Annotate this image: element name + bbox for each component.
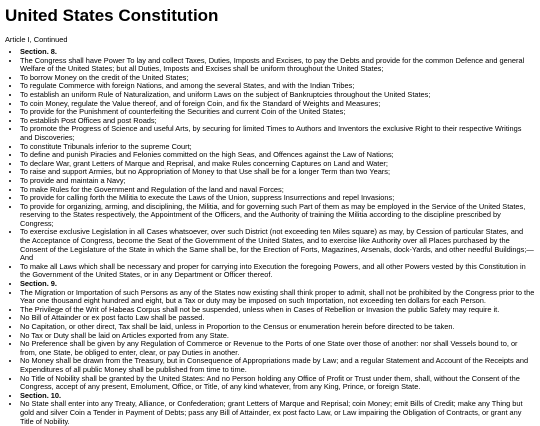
list-item: • To make Rules for the Government and Regulation of the land and naval Forces;	[20, 186, 535, 195]
list-item: • No Bill of Attainder or ex post facto Law shall be passed.	[20, 314, 535, 323]
list-item: • To make all Laws which shall be necessary and proper for carrying into Execution the foregoing Powers, and all other Powers vested by this Constitution in the Government of the United States, or in any Department or Officer thereof.	[20, 263, 535, 280]
list-item: • To declare War, grant Letters of Marque and Reprisal, and make Rules concerning Captures on Land and Water;	[20, 160, 535, 169]
list-item: • The Privilege of the Writ of Habeas Corpus shall not be suspended, unless when in Cases of Rebellion or Invasion the public Safety may require it.	[20, 306, 535, 315]
list-item: • To provide for the Punishment of counterfeiting the Securities and current Coin of the United States;	[20, 108, 535, 117]
list-item: • The Migration or Importation of such Persons as any of the States now existing shall think proper to admit, shall not be prohibited by the Congress prior to the Year one thousand eight hundred and eight, but a Tax or duty may be imposed on such Importation, not exceeding ten dollars for each Person.	[20, 289, 535, 306]
list-item: • To regulate Commerce with foreign Nations, and among the several States, and with the Indian Tribes;	[20, 82, 535, 91]
list-item: • To define and punish Piracies and Felonies committed on the high Seas, and Offences against the Law of Nations;	[20, 151, 535, 160]
list-item: • To raise and support Armies, but no Appropriation of Money to that Use shall be for a longer Term than two Years;	[20, 168, 535, 177]
section-heading: • Section. 9.	[20, 280, 535, 289]
list-item: • No Capitation, or other direct, Tax shall be laid, unless in Proportion to the Census or enumeration herein before directed to be taken.	[20, 323, 535, 332]
page-subtitle: Article I, Continued	[5, 35, 68, 44]
list-item: • The Congress shall have Power To lay and collect Taxes, Duties, Imposts and Excises, to pay the Debts and provide for the common Defence and general Welfare of the United States; but all Duties, Imposts and Excises shall be uniform throughout the United States;	[20, 57, 535, 74]
clause-list	[5, 48, 535, 426]
list-item: • To coin Money, regulate the Value thereof, and of foreign Coin, and fix the Standard of Weights and Measures;	[20, 100, 535, 109]
list-item: • To provide for calling forth the Militia to execute the Laws of the Union, suppress Insurrections and repel Invasions;	[20, 194, 535, 203]
list-item: • No Preference shall be given by any Regulation of Commerce or Revenue to the Ports of one State over those of another: nor shall Vessels bound to, or from, one State, be obliged to enter, clear, or pay Duties in another.	[20, 340, 535, 357]
section-heading: • Section. 8.	[20, 48, 535, 57]
list-item: • To establish Post Offices and post Roads;	[20, 117, 535, 126]
section-heading: • Section. 10.	[20, 392, 535, 401]
list-item: • No Tax or Duty shall be laid on Articles exported from any State.	[20, 332, 535, 341]
list-item: • To promote the Progress of Science and useful Arts, by securing for limited Times to Authors and Inventors the exclusive Right to their respective Writings and Discoveries;	[20, 125, 535, 142]
list-item: • To establish an uniform Rule of Naturalization, and uniform Laws on the subject of Bankruptcies throughout the United States;	[20, 91, 535, 100]
list-item: • To borrow Money on the credit of the United States;	[20, 74, 535, 83]
list-item: • No State shall enter into any Treaty, Alliance, or Confederation; grant Letters of Marque and Reprisal; coin Money; emit Bills of Credit; make any Thing but gold and silver Coin a Tender in Payment of Debts; pass any Bill of Attainder, ex post facto Law, or Law impairing the Obligation of Contracts, or grant any Title of Nobility.	[20, 400, 535, 426]
list-item: • To provide for organizing, arming, and disciplining, the Militia, and for governing such Part of them as may be employed in the Service of the United States, reserving to the States respectively, the Appointment of the Officers, and the Authority of training the Militia according to the discipline prescribed by Congress;	[20, 203, 535, 229]
list-item: • To provide and maintain a Navy;	[20, 177, 535, 186]
list-item: • No Title of Nobility shall be granted by the United States: And no Person holding any Office of Profit or Trust under them, shall, without the Consent of the Congress, accept of any present, Emolument, Office, or Title, of any kind whatever, from any King, Prince, or foreign State.	[20, 375, 535, 392]
list-item: • To exercise exclusive Legislation in all Cases whatsoever, over such District (not exceeding ten Miles square) as may, by Cession of particular States, and the Acceptance of Congress, become the Seat of the Government of the United States, and to exercise like Authority over all Places purchased by the Consent of the Legislature of the State in which the Same shall be, for the Erection of Forts, Magazines, Arsenals, dock-Yards, and other needful Buildings;—And	[20, 228, 535, 262]
list-item: • No Money shall be drawn from the Treasury, but in Consequence of Appropriations made by Law; and a regular Statement and Account of the Receipts and Expenditures of all public Money shall be published from time to time.	[20, 357, 535, 374]
list-item: • To constitute Tribunals inferior to the supreme Court;	[20, 143, 535, 152]
page-title: United States Constitution	[5, 6, 219, 25]
